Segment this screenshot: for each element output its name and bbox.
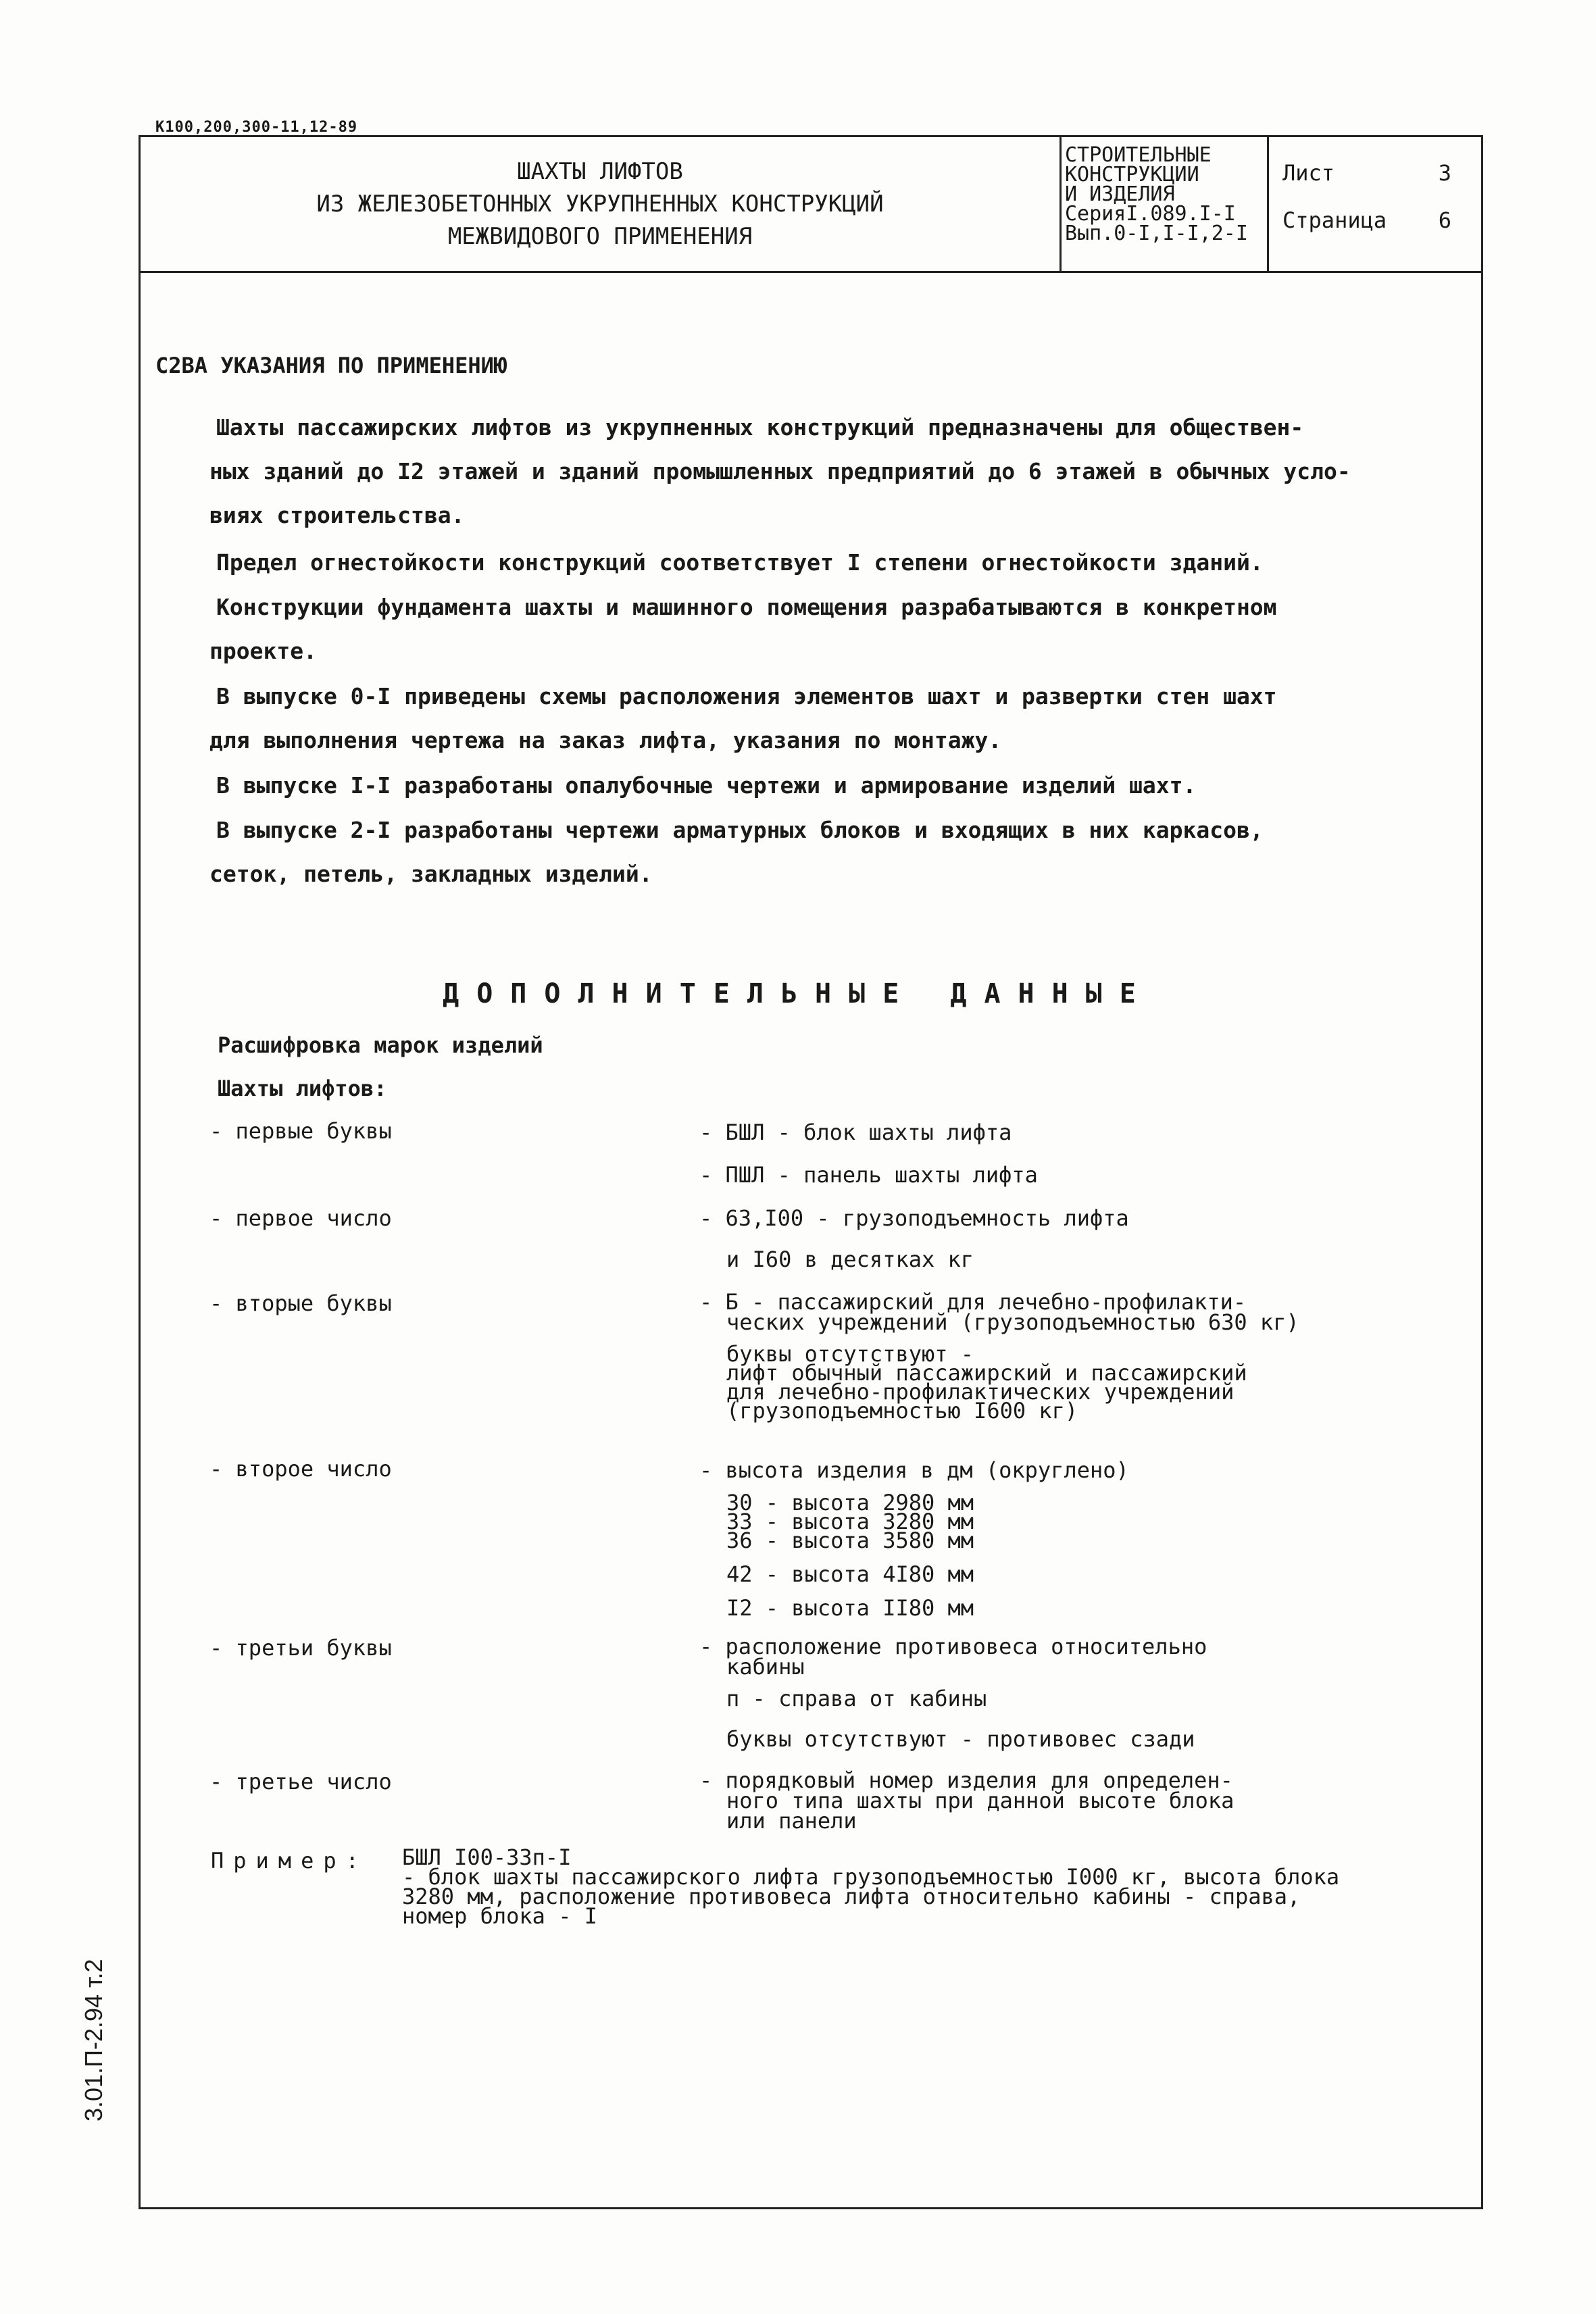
row3-a-block <box>699 1289 1299 1335</box>
side-document-code: 3.01.П-2.94 т.2 <box>80 1959 107 2121</box>
row5-a-line-1: - расположение противовеса относительно <box>699 1634 1207 1659</box>
row3-b-line-4: (грузоподъемностью I600 кг) <box>726 1398 1078 1424</box>
paragraph-6-line-2: сеток, петель, закладных изделий. <box>209 861 653 887</box>
paragraph-2-line-1: Предел огнестойкости конструкций соответствует I степени огнестойкости зданий. <box>216 549 1264 576</box>
page-row <box>1282 197 1451 244</box>
row4-label: - второе число <box>209 1456 392 1482</box>
row6-line-2: ного типа шахты при данной высоте блока <box>726 1788 1235 1813</box>
row5-a-line-2: кабины <box>726 1654 805 1680</box>
shafts-label: Шахты лифтов: <box>218 1076 387 1101</box>
series-line-3: И ИЗДЕЛИЯ <box>1065 182 1175 206</box>
sheet-number: 3 <box>1438 160 1451 186</box>
row6-line-3: или панели <box>726 1808 857 1834</box>
row5-a-block <box>699 1634 1207 1680</box>
series-line-1: СТРОИТЕЛЬНЫЕ <box>1065 143 1212 167</box>
paragraph-6-line-1: В выпуске 2-I разработаны чертежи арматурных блоков и входящих в них каркасов, <box>216 817 1264 843</box>
title-line-3: МЕЖВИДОВОГО ПРИМЕНЕНИЯ <box>447 223 753 250</box>
series-line-5: Вып.0-I,I-I,2-I <box>1065 222 1248 245</box>
example-code: БШЛ I00-33п-I <box>402 1844 572 1870</box>
paragraph-3 <box>209 585 1419 673</box>
row5-value-c: буквы отсутствуют - противовес сзади <box>726 1726 1195 1752</box>
row3-a-line-1: - Б - пассажирский для лечебно-профилакти- <box>699 1289 1247 1315</box>
paragraph-2 <box>216 540 1419 584</box>
series-cell <box>1059 137 1269 271</box>
row6-block <box>699 1767 1235 1834</box>
row4-height-1: 30 - высота 2980 мм <box>726 1490 974 1515</box>
page-number: 6 <box>1438 207 1451 233</box>
sheet-label: Лист <box>1282 160 1335 186</box>
row4-height-5: I2 - высота II80 мм <box>726 1595 974 1621</box>
example-block <box>402 1844 1340 1929</box>
title-line-1: ШАХТЫ ЛИФТОВ <box>517 158 683 185</box>
sheet-row <box>1282 149 1451 197</box>
section-title: С2ВА УКАЗАНИЯ ПО ПРИМЕНЕНИЮ <box>155 353 507 378</box>
series-line-4: СерияI.089.I-I <box>1065 202 1236 226</box>
row6-line-1: - порядковый номер изделия для определен- <box>699 1767 1233 1793</box>
row1-value-b: - ПШЛ - панель шахты лифта <box>699 1162 1038 1188</box>
row4-height-3: 36 - высота 3580 мм <box>726 1528 974 1553</box>
paragraph-3-line-1: Конструкции фундамента шахты и машинного помещения разрабатываются в конкретном <box>216 594 1277 620</box>
row3-a-line-2: ческих учреждений (грузоподъемностью 630 кг) <box>726 1309 1299 1335</box>
title-block <box>141 137 1481 273</box>
paragraph-4 <box>209 674 1419 762</box>
row1-value-a: - БШЛ - блок шахты лифта <box>699 1120 1012 1145</box>
paragraph-3-line-2: проекте. <box>209 638 317 664</box>
row2-value-b: и I60 в десятках кг <box>726 1247 974 1272</box>
additional-data-title: ДОПОЛНИТЕЛЬНЫЕ ДАННЫЕ <box>443 978 1153 1009</box>
paragraph-4-line-1: В выпуске 0-I приведены схемы расположения элементов шахт и развертки стен шахт <box>216 683 1277 709</box>
row2-label: - первое число <box>209 1205 392 1231</box>
paragraph-6 <box>209 808 1419 896</box>
example-line-1: - блок шахты пассажирского лифта грузоподъемностью I000 кг, высота блока <box>402 1864 1340 1890</box>
example-line-2: 3280 мм, расположение противовеса лифта относительно кабины - справа, <box>402 1884 1301 1909</box>
paragraph-1-line-3: виях строительства. <box>209 502 465 528</box>
row3-b-line-1: буквы отсутствуют - <box>726 1341 974 1367</box>
decode-title: Расшифровка марок изделий <box>218 1032 543 1058</box>
example-line-3: номер блока - I <box>402 1903 597 1929</box>
paragraph-5-line-1: В выпуске I-I разработаны опалубочные чертежи и армирование изделий шахт. <box>216 772 1197 799</box>
row4-height-4: 42 - высота 4I80 мм <box>726 1561 974 1587</box>
title-line-2: ИЗ ЖЕЛЕЗОБЕТОННЫХ УКРУПНЕННЫХ КОНСТРУКЦИЙ <box>316 191 884 218</box>
series-line-2: КОНСТРУКЦИИ <box>1065 163 1199 186</box>
row4-heights <box>726 1490 974 1621</box>
row3-b-line-2: лифт обычный пассажирский и пассажирский <box>726 1360 1247 1386</box>
paragraph-1-line-1: Шахты пассажирских лифтов из укрупненных конструкций предназначены для обществен- <box>216 414 1304 441</box>
row6-label: - третье число <box>209 1769 392 1794</box>
row5-value-b: п - справа от кабины <box>726 1686 987 1711</box>
paragraph-5 <box>216 763 1419 807</box>
paragraph-4-line-2: для выполнения чертежа на заказ лифта, указания по монтажу. <box>209 727 1002 753</box>
row1-label: - первые буквы <box>209 1118 392 1144</box>
row4-value-a: - высота изделия в дм (округлено) <box>699 1457 1129 1483</box>
row5-label: - третьи буквы <box>209 1635 392 1661</box>
row4-height-2: 33 - высота 3280 мм <box>726 1509 974 1534</box>
example-label: Пример: <box>211 1848 368 1873</box>
sheet-cell <box>1269 137 1485 271</box>
paragraph-1 <box>209 405 1419 537</box>
title-cell <box>141 137 1062 271</box>
document-code: К100,200,300-11,12-89 <box>155 119 358 136</box>
row3-b-line-3: для лечебно-профилактических учреждений <box>726 1379 1235 1405</box>
row2-value-a: - 63,I00 - грузоподъемность лифта <box>699 1205 1129 1231</box>
row3-b-block <box>726 1341 1247 1424</box>
page-label: Страница <box>1282 207 1387 233</box>
row3-label: - вторые буквы <box>209 1290 392 1316</box>
paragraph-1-line-2: ных зданий до I2 этажей и зданий промышленных предприятий до 6 этажей в обычных усло- <box>209 458 1351 484</box>
